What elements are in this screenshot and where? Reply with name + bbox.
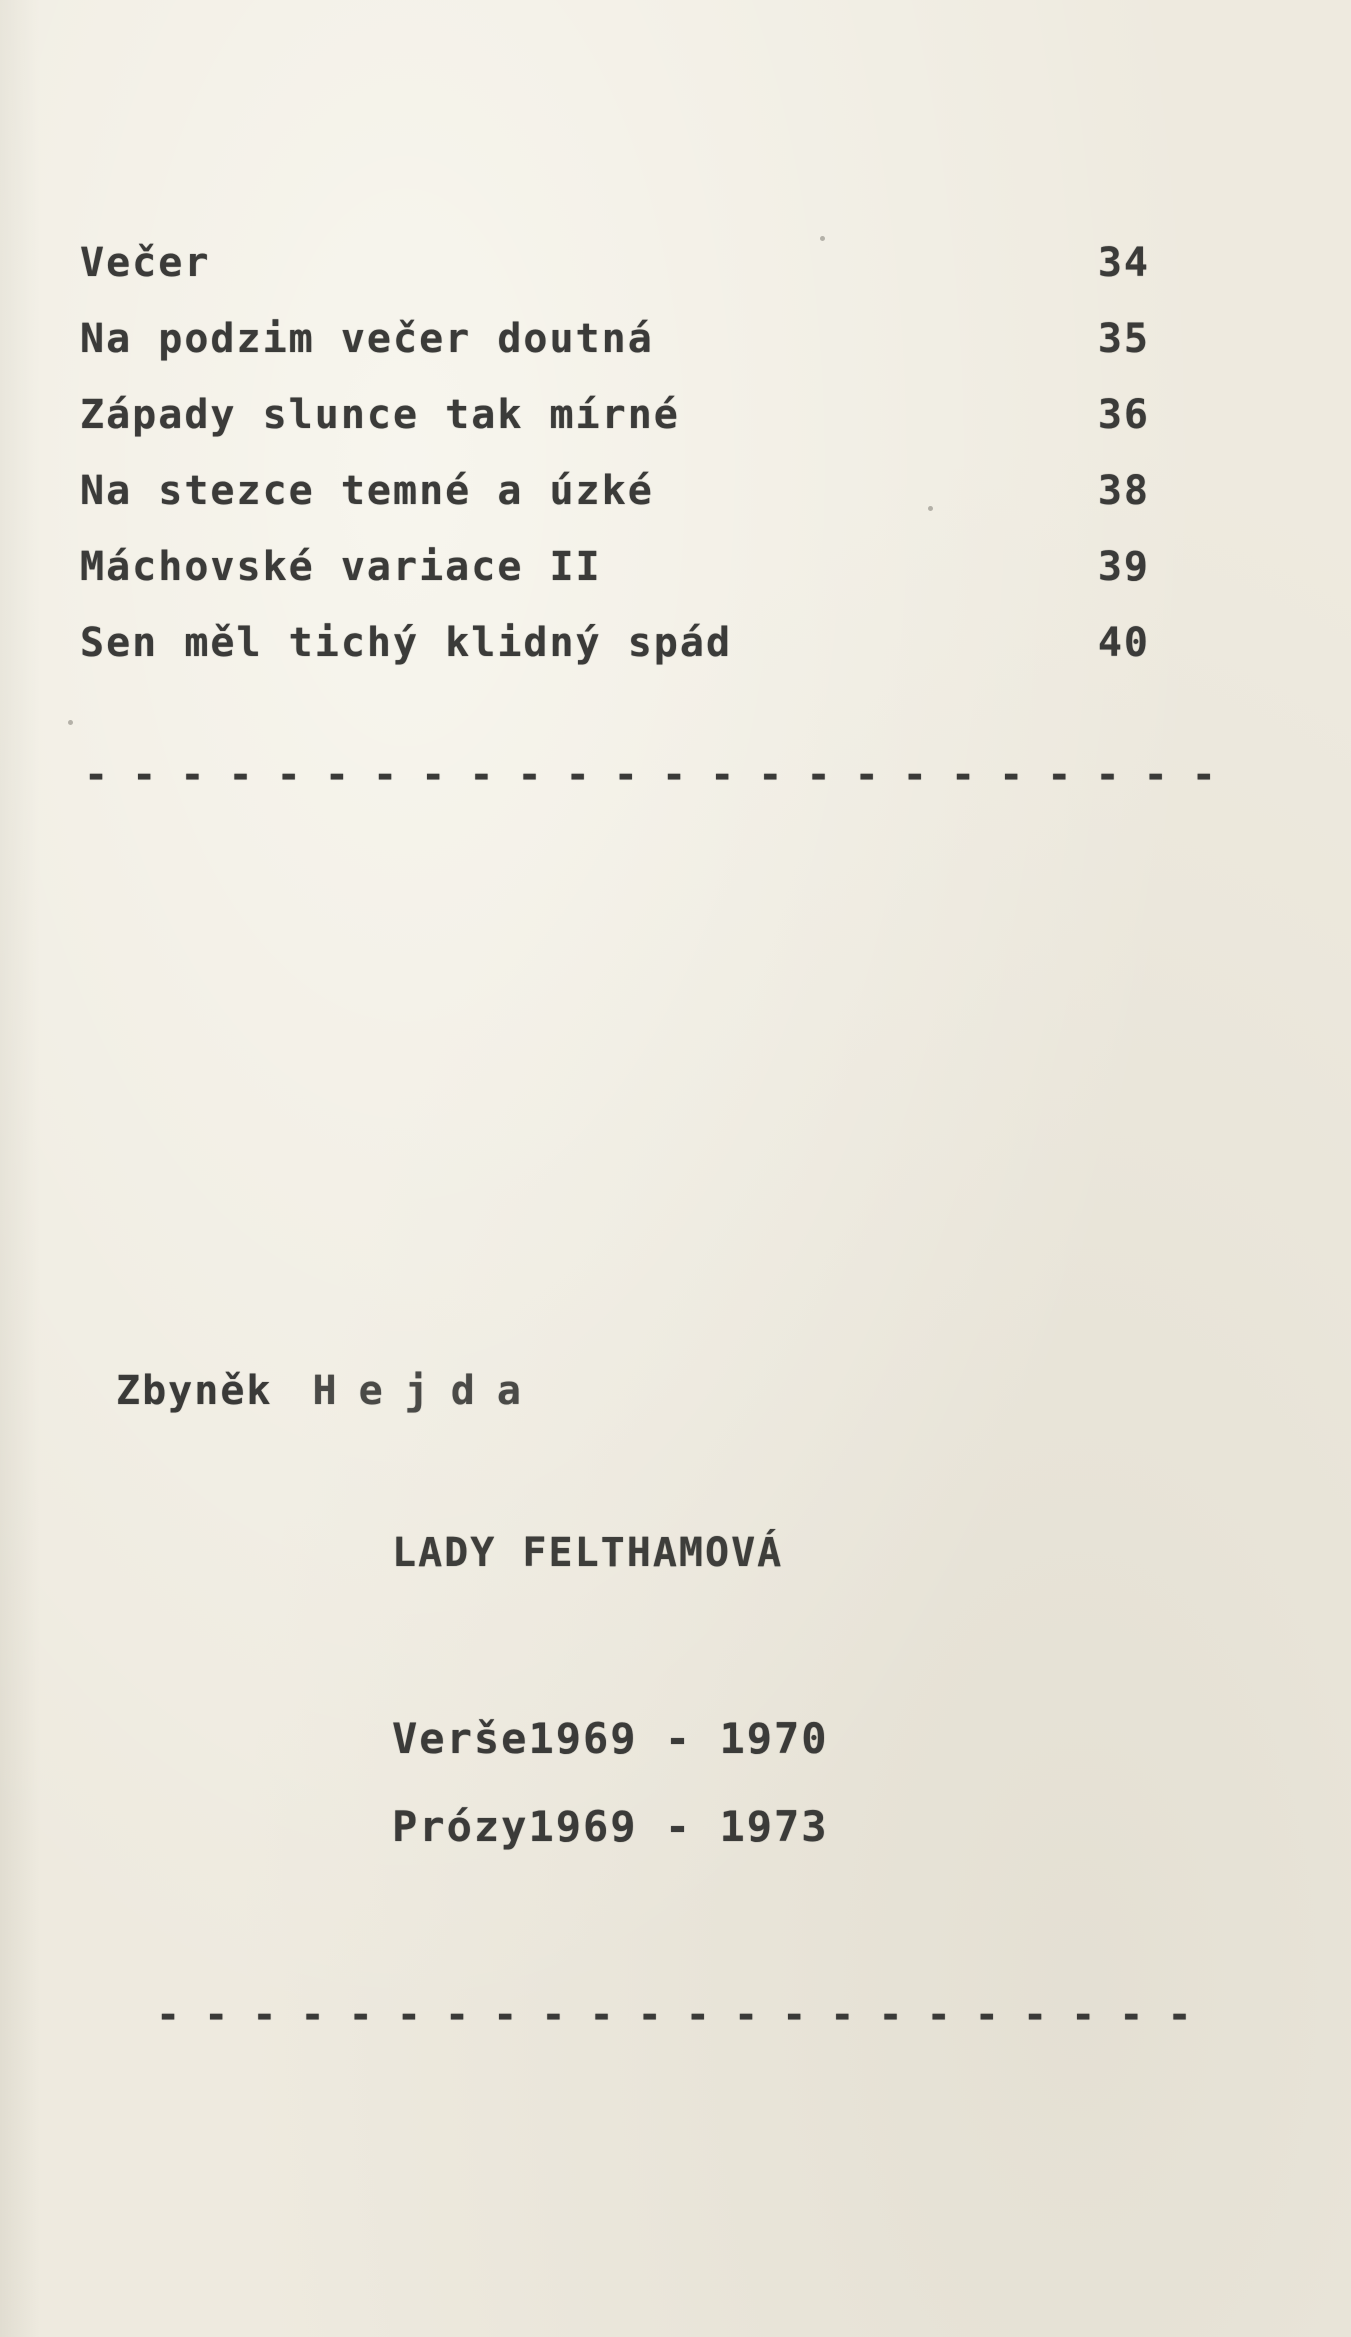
date-ranges <box>392 1714 829 1890</box>
toc-entry-page: 39 <box>1097 544 1150 590</box>
date-range: 1969 - 1970 <box>528 1714 829 1763</box>
author-name <box>116 1368 543 1414</box>
date-range: 1969 - 1973 <box>528 1802 829 1851</box>
toc-entry-title: Na stezce temné a úzké <box>80 468 654 514</box>
toc-entry-page: 36 <box>1097 392 1150 438</box>
date-label: Verše <box>392 1714 529 1763</box>
toc-entry <box>80 316 1150 392</box>
author-first-name: Zbyněk <box>116 1368 273 1414</box>
toc-entry-page: 40 <box>1097 620 1150 666</box>
date-row-prose <box>392 1802 829 1890</box>
toc-entry-title: Máchovské variace II <box>80 544 602 590</box>
paper-speck <box>68 720 73 725</box>
toc-entry-page: 34 <box>1097 240 1150 286</box>
toc-entry <box>80 544 1150 620</box>
separator-line-top: - - - - - - - - - - - - - - - - - - - - - - - - <box>84 752 1216 798</box>
toc-entry <box>80 392 1150 468</box>
toc-entry-title: Západy slunce tak mírné <box>80 392 680 438</box>
table-of-contents <box>80 240 1150 696</box>
separator-line-bottom: - - - - - - - - - - - - - - - - - - - - - - <box>156 1992 1192 2038</box>
author-surname: Hejda <box>312 1368 543 1414</box>
toc-entry <box>80 240 1150 316</box>
toc-entry-title: Sen měl tichý klidný spád <box>80 620 733 666</box>
toc-entry-page: 38 <box>1097 468 1150 514</box>
toc-entry-title: Na podzim večer doutná <box>80 316 654 362</box>
toc-entry <box>80 620 1150 696</box>
date-row-verse <box>392 1714 829 1802</box>
date-label: Prózy <box>392 1802 529 1851</box>
toc-entry-page: 35 <box>1097 316 1150 362</box>
book-title: LADY FELTHAMOVÁ <box>392 1530 784 1576</box>
toc-entry-title: Večer <box>80 240 211 286</box>
toc-entry <box>80 468 1150 544</box>
